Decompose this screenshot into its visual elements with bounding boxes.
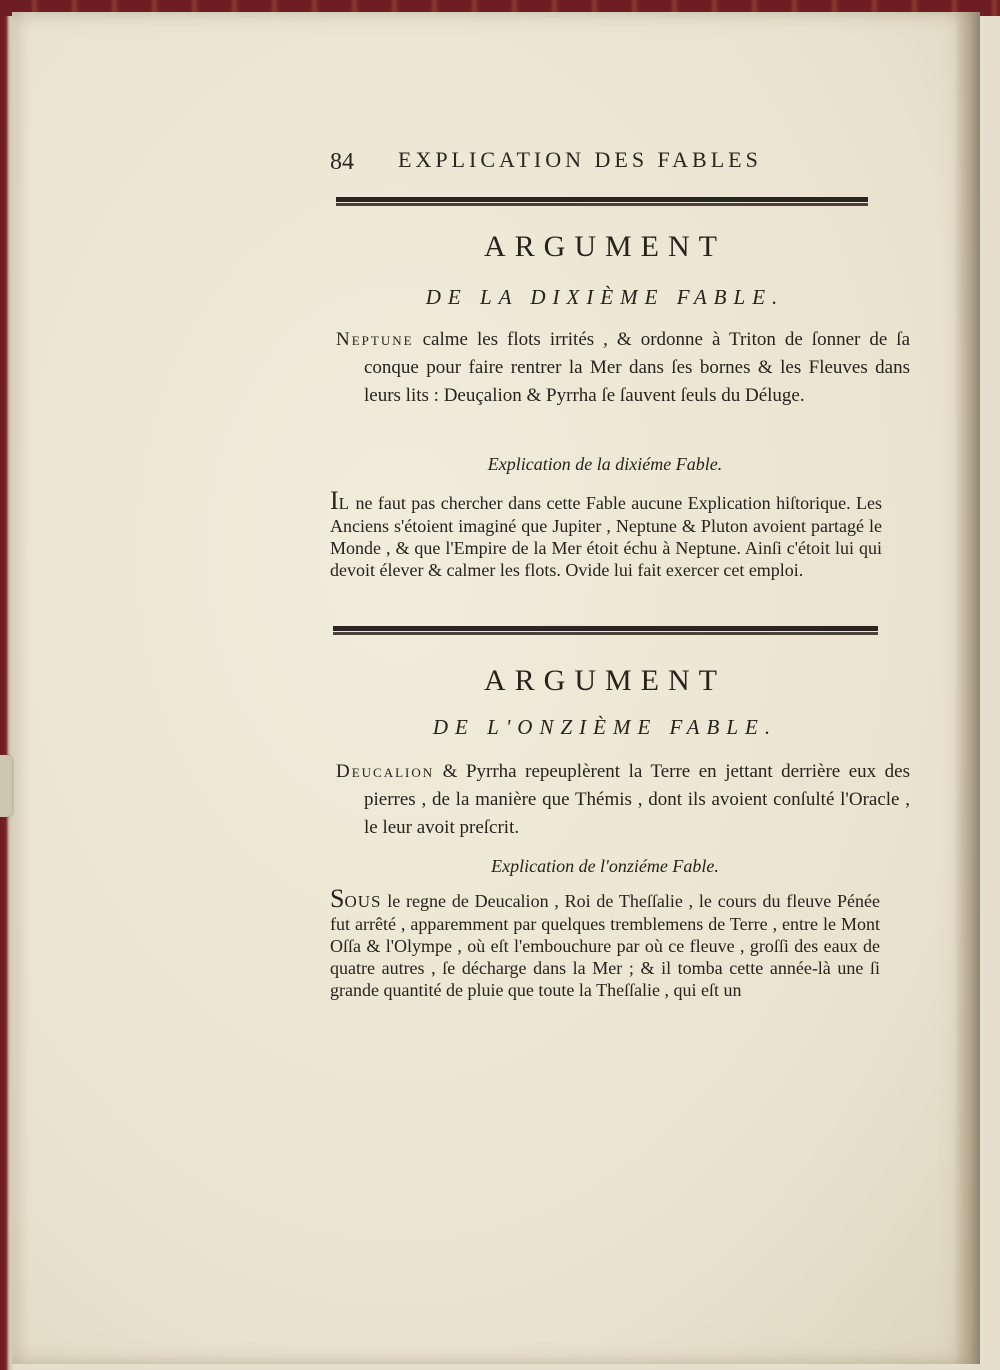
ornamental-rule (336, 197, 868, 206)
page-number: 84 (330, 149, 354, 175)
section-2-argument (336, 758, 910, 842)
section-1-explication-text: ne faut pas chercher dans cette Fable aucune Explication hiſtorique. Les Anciens s'étoient imaginé que Jupiter , Neptune & Pluton avoient partagé le Monde , & que l'Empire de la Mer étoit échu à Neptune. Ainſi c'étoit lui qui devoit élever & calmer les flots. Ovide lui fait exercer cet emploi. (330, 493, 882, 580)
section-1-argument-text: calme les flots irrités , & ordonne à Triton de ſonner de ſa conque pour faire rentrer la Mer dans ſes bornes & les Fleuves dans leurs lits : Deuçalion & Pyrrha ſe ſauvent ſeuls du Déluge. (364, 329, 910, 406)
section-1-subheading: DE LA DIXIÈME FABLE. (425, 285, 785, 309)
section-2-explication (330, 884, 880, 1001)
section-1-explication (330, 486, 882, 581)
section-2-argument-lead: Deucalion (336, 761, 435, 782)
section-1-argument-lead: Neptune (336, 329, 414, 350)
running-head (330, 145, 870, 181)
section-2-drop-letter: S (330, 884, 345, 913)
page-gutter-shadow (954, 12, 980, 1364)
section-2-subheading: DE L'ONZIÈME FABLE. (432, 715, 778, 739)
section-2-explication-text: le regne de Deucalion , Roi de Theſſalie , le cours du fleuve Pénée fut arrêté , apparemment par quelques tremblemens de Terre , entre le Mont Oſſa & l'Olympe , où eſt l'embouchure par où ce fleuve , groſſi des eaux de quatre autres , ſe décharge dans la Mer ; & il tomba cette année-là une ſi grande quantité de pluie que toute la Theſſalie , qui eſt un (330, 891, 880, 1000)
section-2-heading: ARGUMENT (484, 664, 726, 697)
ornamental-rule (333, 626, 878, 635)
running-title: EXPLICATION DES FABLES (398, 147, 762, 172)
section-1-heading: ARGUMENT (484, 230, 726, 263)
section-1-lead-small: L (338, 494, 351, 513)
section-2-lead-small: OUS (344, 892, 382, 911)
section-2-argument-text: & Pyrrha repeuplèrent la Terre en jettant derrière eux des pierres , de la manière que Thémis , dont ils avoient conſulté l'Oracle , le leur avoit preſcrit. (364, 761, 911, 838)
section-1-drop-letter: I (330, 486, 339, 515)
section-1-explication-title: Explication de la dixiéme Fable. (487, 454, 723, 474)
section-2-explication-title: Explication de l'onziéme Fable. (491, 856, 719, 876)
section-1-argument (336, 326, 910, 410)
page-clip-mark (0, 755, 12, 817)
